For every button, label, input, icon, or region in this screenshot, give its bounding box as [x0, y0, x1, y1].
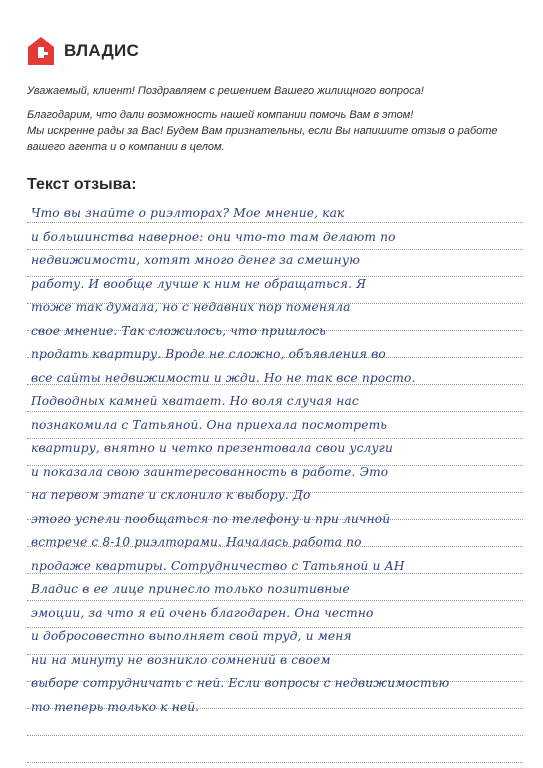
review-line: и добросовестно выполняет свой труд, и меня — [31, 629, 352, 643]
intro-greeting: Уважаемый, клиент! Поздравляем с решением Вашего жилищного вопроса! — [27, 85, 424, 97]
house-logo-icon — [27, 36, 55, 66]
review-line: встрече с 8-10 риэлторами. Началась работа по — [31, 535, 362, 549]
review-line: тоже так думала, но с недавних пор поменяла — [31, 300, 351, 314]
review-line: Что вы знайте о риэлторах? Мое мнение, как — [31, 206, 345, 220]
handwritten-review — [31, 202, 536, 719]
intro-thanks: Благодарим, что дали возможность нашей компании помочь Вам в этом! — [27, 109, 414, 121]
brand-logo — [27, 36, 139, 66]
review-line: то теперь только к ней. — [31, 699, 200, 714]
review-line: работу. И вообще лучше к ним не обращаться. Я — [31, 276, 367, 291]
brand-name: ВЛАДИС — [64, 41, 140, 60]
review-line: эмоции, за что я ей очень благодарен. Она честно — [31, 605, 374, 620]
review-line: все сайты недвижимости и жди. Но не так все просто. — [31, 370, 416, 385]
review-line: познакомила с Татьяной. Она приехала посмотреть — [31, 417, 388, 432]
review-line: квартиру, внятно и четко презентовала свои услуги — [31, 441, 393, 455]
review-line: этого успели пообщаться по телефону и при личной — [31, 511, 391, 526]
review-title: Текст отзыва: — [27, 176, 137, 193]
review-line: Подводных камней хватает. Но воля случая нас — [31, 394, 359, 408]
review-line: выборе сотрудничать с ней. Если вопросы с недвижимостью — [31, 676, 450, 690]
review-line: недвижимости, хотят много денег за смешную — [31, 253, 360, 267]
review-line: на первом этапе и склонило к выбору. До — [31, 488, 311, 502]
intro-request: Мы искренне рады за Вас! Будем Вам признательны, если Вы напишите отзыв о работе вашего агента и о компании в целом. — [27, 125, 498, 153]
review-line: продаже квартиры. Сотрудничество с Татьяной и АН — [31, 558, 405, 573]
ruled-line — [27, 736, 523, 763]
review-line: свое мнение. Так сложилось, что пришлось — [31, 323, 326, 338]
review-line: и большинства наверное: они что-то там делают по — [31, 229, 396, 244]
review-line: и показала свою заинтересованность в работе. Это — [31, 464, 389, 479]
review-line: продать квартиру. Вроде не сложно, объявления во — [31, 347, 386, 361]
review-line: ни на минуту не возникло сомнений в своем — [31, 652, 331, 667]
intro-text — [27, 83, 527, 163]
review-line: Владис в ее лице принесло только позитивные — [31, 582, 350, 596]
